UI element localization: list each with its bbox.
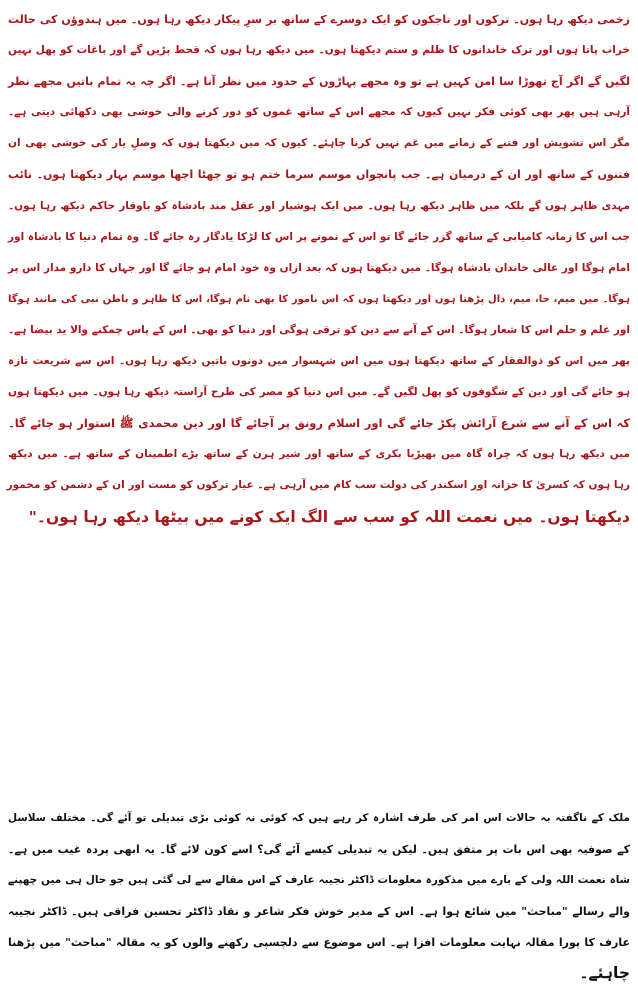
body-text-line: عارف کا پورا مقالہ نہایت معلومات افزا ہے۔ اس موضوع سے دلچسپی رکھنے والوں کو یہ مقالہ "مباحث" میں پڑھنا: [8, 936, 630, 950]
quote-text-line: آرہی ہیں پھر بھی کوئی فکر نہیں کیوں کہ مجھے اس کے ساتھ غموں کو دور کرنے والی خوشی بھی دکھائی دیتی ہے۔: [8, 106, 630, 119]
quote-text-line: میں دیکھ رہا ہوں کہ چراہ گاہ میں بھیڑیا بکری کے ساتھ اور شیر ہرن کے ساتھ بڑے اطمینان کے ساتھ ہے۔ میں دیکھ: [8, 448, 630, 461]
quote-text-line: جب اس کا زمانہ کامیابی کے ساتھ گزر جائے گا تو اس کے نمونے پر اس کا لڑکا یادگار رہ جائے گا۔ وہ تمام دنیا کا بادشاہ اور: [8, 230, 630, 243]
quote-text-line: مہدی ظاہر ہوں گے بلکہ میں ظاہر دیکھ رہا ہوں۔ میں ایک ہوشیار اور عقل مند بادشاہ کو باوقار حاکم دیکھ رہا ہوں۔: [8, 199, 630, 212]
quote-text-line: اور علم و حلم اس کا شعار ہوگا۔ اس کے آنے سے دین کو ترقی ہوگی اور دنیا کو بھی۔ اس کے پاس چمکنے والا ید بیضا ہے۔: [8, 323, 630, 336]
body-text-line: کے صوفیہ بھی اس بات پر متفق ہیں۔ لیکن یہ تبدیلی کیسے آئے گی؟ اسے کون لائے گا۔ یہ ابھی پردہ غیب میں ہے۔: [8, 843, 630, 857]
commentary-paragraph: [6, 803, 632, 990]
quote-text-line: امام ہوگا اور عالی خاندان بادشاہ ہوگا۔ میں دیکھتا ہوں کہ بعد ازاں وہ خود امام ہو جائے گا اور جہاں کا دارو مدار اس پر: [8, 261, 630, 274]
body-text-line: شاہ نعمت اللہ ولی کے بارے میں مذکورہ معلومات ڈاکٹر نجیبہ عارف کے اس مقالے سے لی گئی ہیں جو حال ہی میں چھپنے: [8, 874, 630, 887]
quote-text-line: کہ اس کے آنے سے شرع آرائش پکڑ جائے گی اور اسلام رونق پر آجائے گا اور دین محمدی ﷺ استوار ہو جائے گا۔: [8, 416, 630, 431]
quoted-prophecy-text: [6, 4, 632, 533]
quote-text-line: خراب پاتا ہوں اور ترک خاندانوں کا ظلم و ستم دیکھتا ہوں۔ میں دیکھ رہا ہوں کہ قحط پڑیں گے اور باغات کو پھل نہیں: [8, 44, 630, 57]
quote-text-line: لگیں گے اگر آج تھوڑا سا امن کہیں ہے تو وہ مجھے پہاڑوں کے حدود میں نظر آتا ہے۔ اگر چہ یہ تمام باتیں مجھے نظر: [8, 75, 630, 89]
quote-text-line: فتنوں کے ساتھ اور ان کے درمیان ہے۔ جب پانچواں موسم سرما ختم ہو تو چھٹا اچھا موسم بہار دیکھتا ہوں۔ نائب: [8, 168, 630, 182]
quote-text-line: رہا ہوں کہ کسریٰ کا خزانہ اور اسکندر کی دولت سب کام میں آرہی ہے۔ عیار ترکوں کو مست اور ان کے دشمن کو مخمور: [6, 479, 630, 492]
quote-text-line: زخمی دیکھ رہا ہوں۔ ترکوں اور تاجکوں کو ایک دوسرے کے ساتھ بر سرِ پیکار دیکھ رہا ہوں۔ میں ہندوؤں کی حالت: [8, 13, 630, 26]
quote-text-line: ہوگا۔ میں میم، حا، میم، دال پڑھتا ہوں اور دیکھتا ہوں کہ اس نامور کا بھی نام ہوگا، اس کا ظاہر و باطن نبی کی مانند ہوگا: [8, 293, 630, 305]
body-text-line: چاہئے۔: [579, 964, 630, 983]
quote-text-line: مگر اس تشویش اور فتنے کے زمانے میں غم نہیں کرنا چاہئے۔ کیوں کہ میں دیکھتا ہوں کہ وصلِ یار کی خوشی بھی ان: [8, 137, 630, 150]
quote-text-line: دیکھتا ہوں۔ میں نعمت اللہ کو سب سے الگ ایک کونے میں بیٹھا دیکھ رہا ہوں۔": [28, 507, 630, 526]
quote-text-line: ہو جائے گی اور دین کے شگوفوں کو پھل لگیں گے۔ میں اس دنیا کو مصر کی طرح آراستہ دیکھ رہا ہوں۔ میں دیکھتا ہوں: [8, 386, 630, 399]
body-text-line: والے رسالے "مباحث" میں شائع ہوا ہے۔ اس کے مدیر خوش فکر شاعر و نقاد ڈاکٹر تحسین فراقی ہیں۔ ڈاکٹر نجیبہ: [8, 905, 630, 919]
quote-text-line: پھر میں اس کو ذوالفقار کے ساتھ دیکھتا ہوں میں اس شہسوار میں دونوں باتیں دیکھ رہا ہوں۔ اس سے شریعت تازہ: [8, 355, 630, 368]
body-text-line: ملک کے ناگفتہ بہ حالات اس امر کی طرف اشارہ کر رہے ہیں کہ کوئی نہ کوئی بڑی تبدیلی تو آئے گی۔ مختلف سلاسل: [8, 812, 630, 824]
